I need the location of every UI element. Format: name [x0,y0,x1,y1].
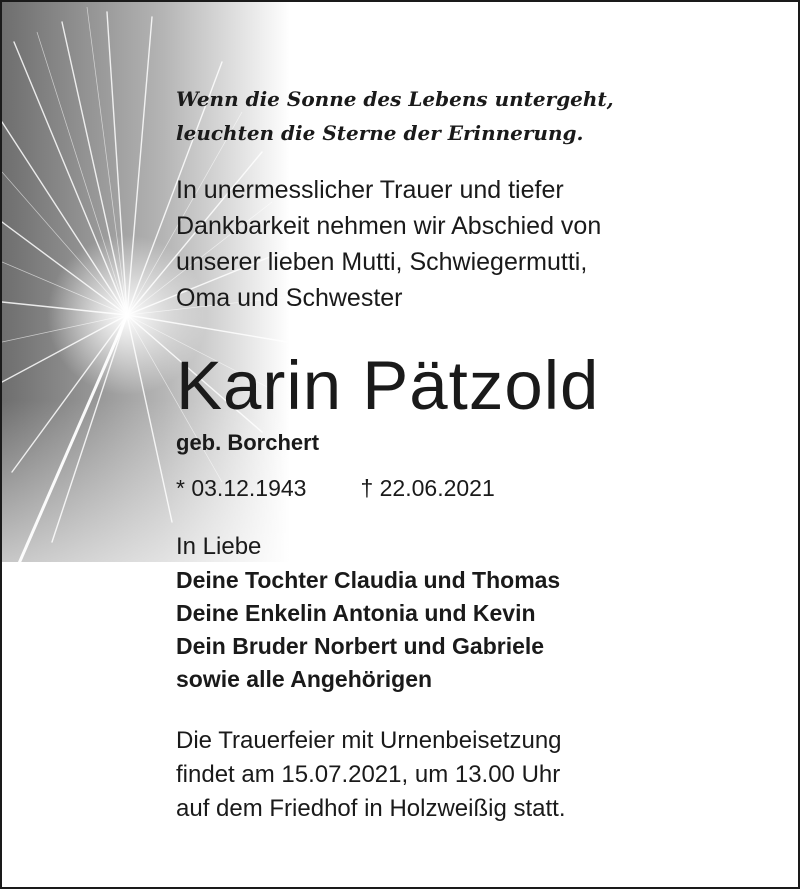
mourner-line: Deine Enkelin Antonia und Kevin [176,600,536,626]
mourner-line: Deine Tochter Claudia und Thomas [176,567,561,593]
mourners-list [176,564,776,696]
farewell-intro [176,172,776,316]
maiden-name: geb. Borchert [176,430,320,455]
birth-date: * 03.12.1943 [176,475,307,501]
service-line: auf dem Friedhof in Holzweißig statt. [176,795,566,822]
funeral-service-info [176,724,776,826]
quote-line-2: leuchten die Sterne der Erinnerung. [176,121,584,145]
life-dates [176,472,776,504]
intro-line: Oma und Schwester [176,284,403,312]
notice-content [176,82,776,826]
service-line: Die Trauerfeier mit Urnenbeisetzung [176,727,562,754]
deceased-name: Karin Pätzold [176,347,600,424]
death-date: † 22.06.2021 [360,475,495,501]
mourner-line: Dein Bruder Norbert und Gabriele [176,633,545,659]
intro-line: In unermesslicher Trauer und tiefer [176,176,564,204]
service-line: findet am 15.07.2021, um 13.00 Uhr [176,761,561,788]
quote-line-1: Wenn die Sonne des Lebens untergeht, [176,87,614,111]
intro-line: Dankbarkeit nehmen wir Abschied von [176,212,602,240]
mourners-intro: In Liebe [176,533,262,560]
memorial-quote [176,82,776,150]
mourner-line: sowie alle Angehörigen [176,666,433,692]
intro-line: unserer lieben Mutti, Schwiegermutti, [176,248,588,276]
